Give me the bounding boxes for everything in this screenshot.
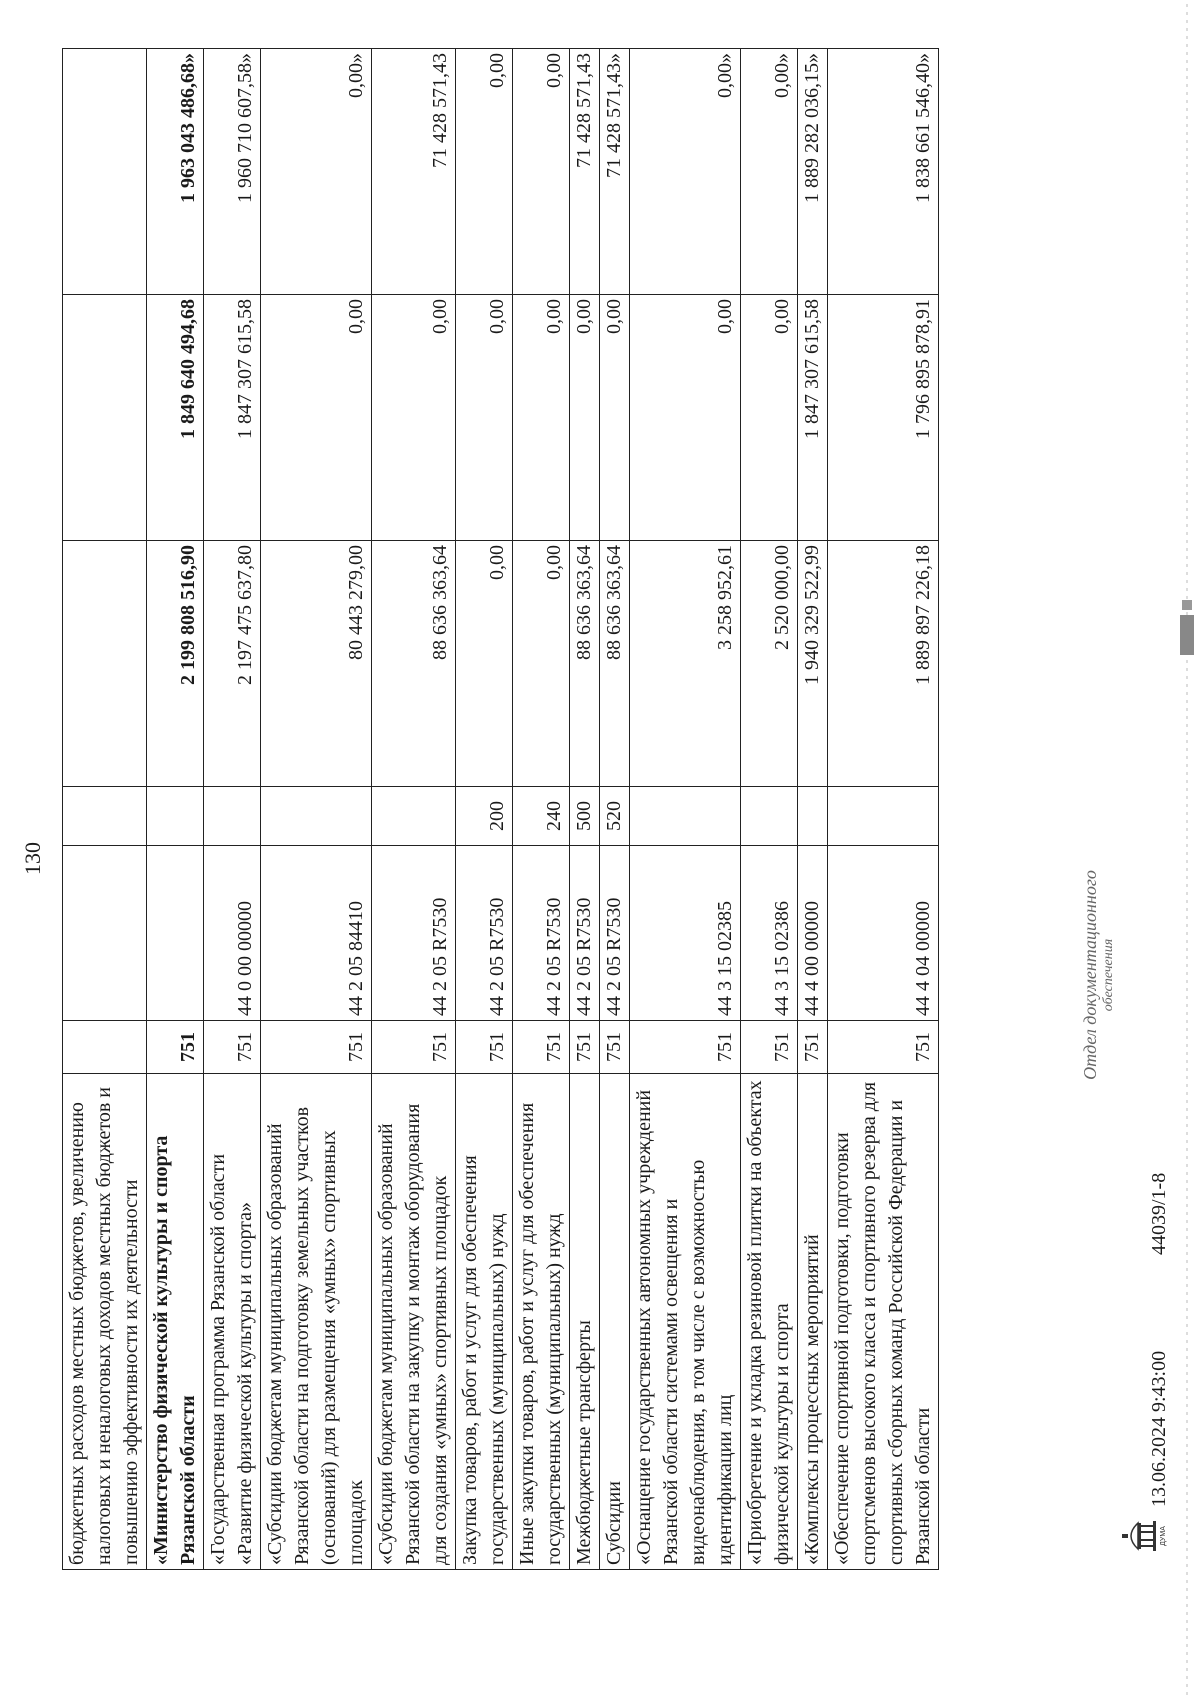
row-vr-cell [261, 787, 372, 846]
footer-date: 13.06.2024 9:43:00 [1148, 1350, 1170, 1507]
row-vr-cell [63, 787, 147, 846]
table-row [63, 49, 147, 1570]
row-vr-cell: 240 [513, 787, 570, 846]
row-name-cell: «Комплексы процессных мероприятий [798, 1074, 828, 1570]
row-amount3-cell: 1 889 282 036,15» [798, 49, 828, 295]
row-amount3-cell: 0,00 [513, 49, 570, 295]
row-amount1-cell: 0,00 [513, 541, 570, 787]
stamp-line-1: Отдел документационного [1080, 870, 1100, 1080]
row-amount2-cell: 1 849 640 494,68 [147, 295, 204, 541]
row-amount3-cell: 71 428 571,43 [570, 49, 600, 295]
row-amount1-cell: 2 199 808 516,90 [147, 541, 204, 787]
row-name-cell: бюджетных расходов местных бюджетов, увеличению налоговых и неналоговых доходов местных бюджетов и повышению эффективности их деятельности [63, 1074, 147, 1570]
row-grbs-cell: 751 [372, 1021, 456, 1074]
table-row [372, 49, 456, 1570]
row-vr-cell [741, 787, 798, 846]
row-amount1-cell: 1 889 897 226,18 [828, 541, 939, 787]
row-csr-cell: 44 4 00 00000 [798, 846, 828, 1021]
table-row [261, 49, 372, 1570]
row-amount2-cell: 1 847 307 615,58 [204, 295, 261, 541]
row-vr-cell [828, 787, 939, 846]
row-csr-cell: 44 2 05 R7530 [456, 846, 513, 1021]
row-amount2-cell: 1 847 307 615,58 [798, 295, 828, 541]
row-amount1-cell [63, 541, 147, 787]
row-vr-cell: 520 [600, 787, 630, 846]
row-amount2-cell: 0,00 [372, 295, 456, 541]
row-grbs-cell: 751 [741, 1021, 798, 1074]
row-vr-cell: 500 [570, 787, 600, 846]
row-csr-cell [147, 846, 204, 1021]
row-vr-cell [630, 787, 741, 846]
row-amount3-cell: 0,00» [630, 49, 741, 295]
stamp-line-2: обеспечения [1101, 938, 1116, 1012]
row-amount1-cell: 88 636 363,64 [372, 541, 456, 787]
row-amount3-cell: 1 838 661 546,40» [828, 49, 939, 295]
page-number: 130 [20, 842, 45, 875]
row-amount1-cell: 2 520 000,00 [741, 541, 798, 787]
row-csr-cell: 44 2 05 R7530 [600, 846, 630, 1021]
row-name-cell: «Субсидии бюджетам муниципальных образований Рязанской области на подготовку земельных участков (оснований) для размещения «умных» спортивных площадок [261, 1074, 372, 1570]
row-grbs-cell: 751 [261, 1021, 372, 1074]
row-amount3-cell: 71 428 571,43 [372, 49, 456, 295]
row-name-cell: Межбюджетные трансферты [570, 1074, 600, 1570]
duma-emblem-icon [1120, 1517, 1168, 1555]
emblem-lettering: ДУМА [1160, 1526, 1167, 1546]
row-name-cell: «Приобретение и укладка резиновой плитки на объектах физической культуры и спорта [741, 1074, 798, 1570]
row-grbs-cell: 751 [630, 1021, 741, 1074]
row-csr-cell: 44 4 04 00000 [828, 846, 939, 1021]
row-grbs-cell: 751 [828, 1021, 939, 1074]
row-grbs-cell: 751 [600, 1021, 630, 1074]
row-amount2-cell: 0,00 [741, 295, 798, 541]
row-csr-cell: 44 3 15 02386 [741, 846, 798, 1021]
row-amount1-cell: 2 197 475 637,80 [204, 541, 261, 787]
row-amount1-cell: 88 636 363,64 [570, 541, 600, 787]
table-row [600, 49, 630, 1570]
row-name-cell: «Оснащение государственных автономных учреждений Рязанской области системами освещения и видеонаблюдения, в том числе с возможностью идентификации лиц [630, 1074, 741, 1570]
table-row [147, 49, 204, 1570]
row-csr-cell: 44 2 05 84410 [261, 846, 372, 1021]
row-name-cell: «Субсидии бюджетам муниципальных образований Рязанской области на закупку и монтаж оборудования для создания «умных» спортивных площадок [372, 1074, 456, 1570]
row-amount3-cell: 1 963 043 486,68» [147, 49, 204, 295]
row-amount1-cell: 0,00 [456, 541, 513, 787]
row-grbs-cell: 751 [147, 1021, 204, 1074]
row-amount2-cell: 0,00 [261, 295, 372, 541]
row-amount2-cell: 0,00 [570, 295, 600, 541]
table-row [798, 49, 828, 1570]
row-vr-cell [204, 787, 261, 846]
row-amount3-cell: 1 960 710 607,58» [204, 49, 261, 295]
row-name-cell: «Государственная программа Рязанской области «Развитие физической культуры и спорта» [204, 1074, 261, 1570]
row-grbs-cell: 751 [570, 1021, 600, 1074]
table-row [513, 49, 570, 1570]
table-row [630, 49, 741, 1570]
budget-table [62, 48, 939, 1570]
row-amount1-cell: 1 940 329 522,99 [798, 541, 828, 787]
row-csr-cell: 44 2 05 R7530 [570, 846, 600, 1021]
row-amount1-cell: 88 636 363,64 [600, 541, 630, 787]
row-amount3-cell: 0,00» [261, 49, 372, 295]
table-row [204, 49, 261, 1570]
row-grbs-cell: 751 [513, 1021, 570, 1074]
row-amount3-cell: 0,00» [741, 49, 798, 295]
row-amount2-cell: 0,00 [513, 295, 570, 541]
row-grbs-cell: 751 [456, 1021, 513, 1074]
row-vr-cell [372, 787, 456, 846]
scan-artifact-strip [1176, 0, 1198, 1695]
row-vr-cell [798, 787, 828, 846]
footer-doc-number: 44039/1-8 [1148, 1172, 1170, 1255]
row-csr-cell: 44 2 05 R7530 [372, 846, 456, 1021]
row-csr-cell [63, 846, 147, 1021]
row-grbs-cell: 751 [204, 1021, 261, 1074]
row-name-cell: Закупка товаров, работ и услуг для обеспечения государственных (муниципальных) нужд [456, 1074, 513, 1570]
table-row [570, 49, 600, 1570]
row-grbs-cell: 751 [798, 1021, 828, 1074]
table-row [741, 49, 798, 1570]
row-amount2-cell: 1 796 895 878,91 [828, 295, 939, 541]
budget-table-body [63, 49, 939, 1570]
row-csr-cell: 44 2 05 R7530 [513, 846, 570, 1021]
row-name-cell: «Министерство физической культуры и спорта Рязанской области [147, 1074, 204, 1570]
row-amount1-cell: 3 258 952,61 [630, 541, 741, 787]
row-amount1-cell: 80 443 279,00 [261, 541, 372, 787]
row-amount2-cell [63, 295, 147, 541]
row-vr-cell: 200 [456, 787, 513, 846]
row-amount3-cell: 0,00 [456, 49, 513, 295]
row-amount3-cell [63, 49, 147, 295]
row-name-cell: Иные закупки товаров, работ и услуг для обеспечения государственных (муниципальных) нужд [513, 1074, 570, 1570]
row-amount3-cell: 71 428 571,43» [600, 49, 630, 295]
row-amount2-cell: 0,00 [456, 295, 513, 541]
row-name-cell: «Обеспечение спортивной подготовки, подготовки спортсменов высокого класса и спортивного резерва для спортивных сборных команд Российской Федерации и Рязанской области [828, 1074, 939, 1570]
row-amount2-cell: 0,00 [600, 295, 630, 541]
row-csr-cell: 44 3 15 02385 [630, 846, 741, 1021]
row-name-cell: Субсидии [600, 1074, 630, 1570]
row-grbs-cell [63, 1021, 147, 1074]
table-row [828, 49, 939, 1570]
row-amount2-cell: 0,00 [630, 295, 741, 541]
department-stamp [1080, 855, 1117, 1095]
table-row [456, 49, 513, 1570]
row-csr-cell: 44 0 00 00000 [204, 846, 261, 1021]
row-vr-cell [147, 787, 204, 846]
